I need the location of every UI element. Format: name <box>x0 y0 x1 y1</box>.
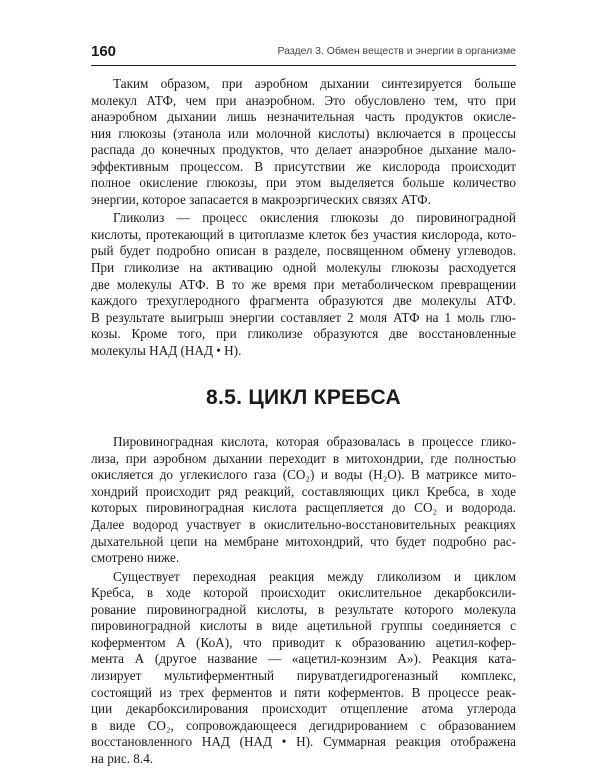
text-line: состоящий из трех ферментов и пяти коферментов. В процессе реак- <box>91 684 516 700</box>
text-line: лизирует мультиферментный пируватдегидрогеназный комплекс, <box>91 667 516 683</box>
text-line: рование пировиноградной кислоты, в результате которого молекула <box>91 601 516 617</box>
text-line: восстановленного НАД (НАД • Н). Суммарная реакция отображена <box>91 734 516 750</box>
text-line: коферментом А (КоА), что приводит к образованию ацетил-кофер- <box>91 634 516 650</box>
paragraph-aerobic-summary <box>91 76 516 208</box>
text-line: которых пировиноградная кислота расщепляется до CO₂ и водорода. <box>91 500 516 516</box>
text-line: в виде CO₂, сопровождающееся дегидрированием с образованием <box>91 717 516 733</box>
text-line: анаэробном дыхании лишь незначительная часть продуктов окисле- <box>91 109 516 125</box>
page-body <box>91 76 516 769</box>
text-line: каждого трехуглеродного фрагмента образуются две молекулы АТФ. <box>91 293 516 309</box>
text-line: ции декарбоксилирования происходит отщепление атома углерода <box>91 701 516 717</box>
text-line: Кребса, в ходе которой происходит окислительное декарбоксили- <box>91 585 516 601</box>
text-line: окисляется до углекислого газа (CO₂) и воды (H₂O). В матриксе мито- <box>91 467 516 483</box>
section-heading: 8.5. ЦИКЛ КРЕБСА <box>206 386 401 410</box>
paragraph-glycolysis <box>91 210 516 359</box>
page-number: 160 <box>91 43 117 60</box>
text-line: рый будет подробно описан в разделе, посвященном обмену углеводов. <box>91 243 516 259</box>
text-line: две молекулы АТФ. В то же время при метаболическом превращении <box>91 276 516 292</box>
text-line: распада до конечных продуктов, что делает анаэробное дыхание мало- <box>91 142 516 158</box>
text-line: полное окисление глюкозы, при этом выделяется больше количество <box>91 175 516 191</box>
text-line: дыхательной цепи на мембране митохондрий, что будет подробно рас- <box>91 533 516 549</box>
text-line: на рис. 8.4. <box>91 750 154 766</box>
text-line: пировиноградной кислоты в виде ацетильной группы соединяется с <box>91 618 516 634</box>
page-header <box>91 41 516 66</box>
text-line: эффективным процессом. В присутствии же кислорода происходит <box>91 158 516 174</box>
text-line: При гликолизе на активацию одной молекулы глюкозы расходуется <box>91 260 516 276</box>
text-line: Гликолиз — процесс окисления глюкозы до пировиноградной <box>113 210 516 226</box>
running-head: Раздел 3. Обмен веществ и энергии в организме <box>277 45 516 57</box>
paragraph-transition-reaction <box>91 569 516 768</box>
text-line: Далее водород участвует в окислительно-восстановительных реакциях <box>91 517 516 533</box>
text-line: козы. Кроме того, при гликолизе образуются две восстановленные <box>91 326 516 342</box>
text-line: Существует переходная реакция между гликолизом и циклом <box>113 568 516 584</box>
text-line: Таким образом, при аэробном дыхании синтезируется больше <box>113 76 516 91</box>
text-line: Пировиноградная кислота, которая образовалась в процессе глико- <box>113 434 516 450</box>
text-line: кислоты, протекающий в цитоплазме клеток без участия кислорода, кото- <box>91 226 516 242</box>
text-line: хондрий происходит ряд реакций, составляющих цикл Кребса, в ходе <box>91 483 516 499</box>
text-line: лиза, при аэробном дыхании переходит в митохондрии, где полностью <box>91 450 516 466</box>
text-line: В результате выигрыш энергии составляет 2 моля АТФ на 1 моль глю- <box>91 309 516 325</box>
text-line: смотрено ниже. <box>91 550 180 566</box>
text-line: молекулы НАД (НАД • Н). <box>91 342 242 358</box>
text-line: энергии, которое запасается в макроэргических связях АТФ. <box>91 191 431 207</box>
paragraph-pyruvate <box>91 434 516 566</box>
text-line: мента А (другое название — «ацетил-коэнзим А»). Реакция ката- <box>91 651 516 667</box>
text-line: молекул АТФ, чем при анаэробном. Это обусловлено тем, что при <box>91 92 516 108</box>
text-line: ния глюкозы (этанола или молочной кислоты) включается в процессы <box>91 125 516 141</box>
